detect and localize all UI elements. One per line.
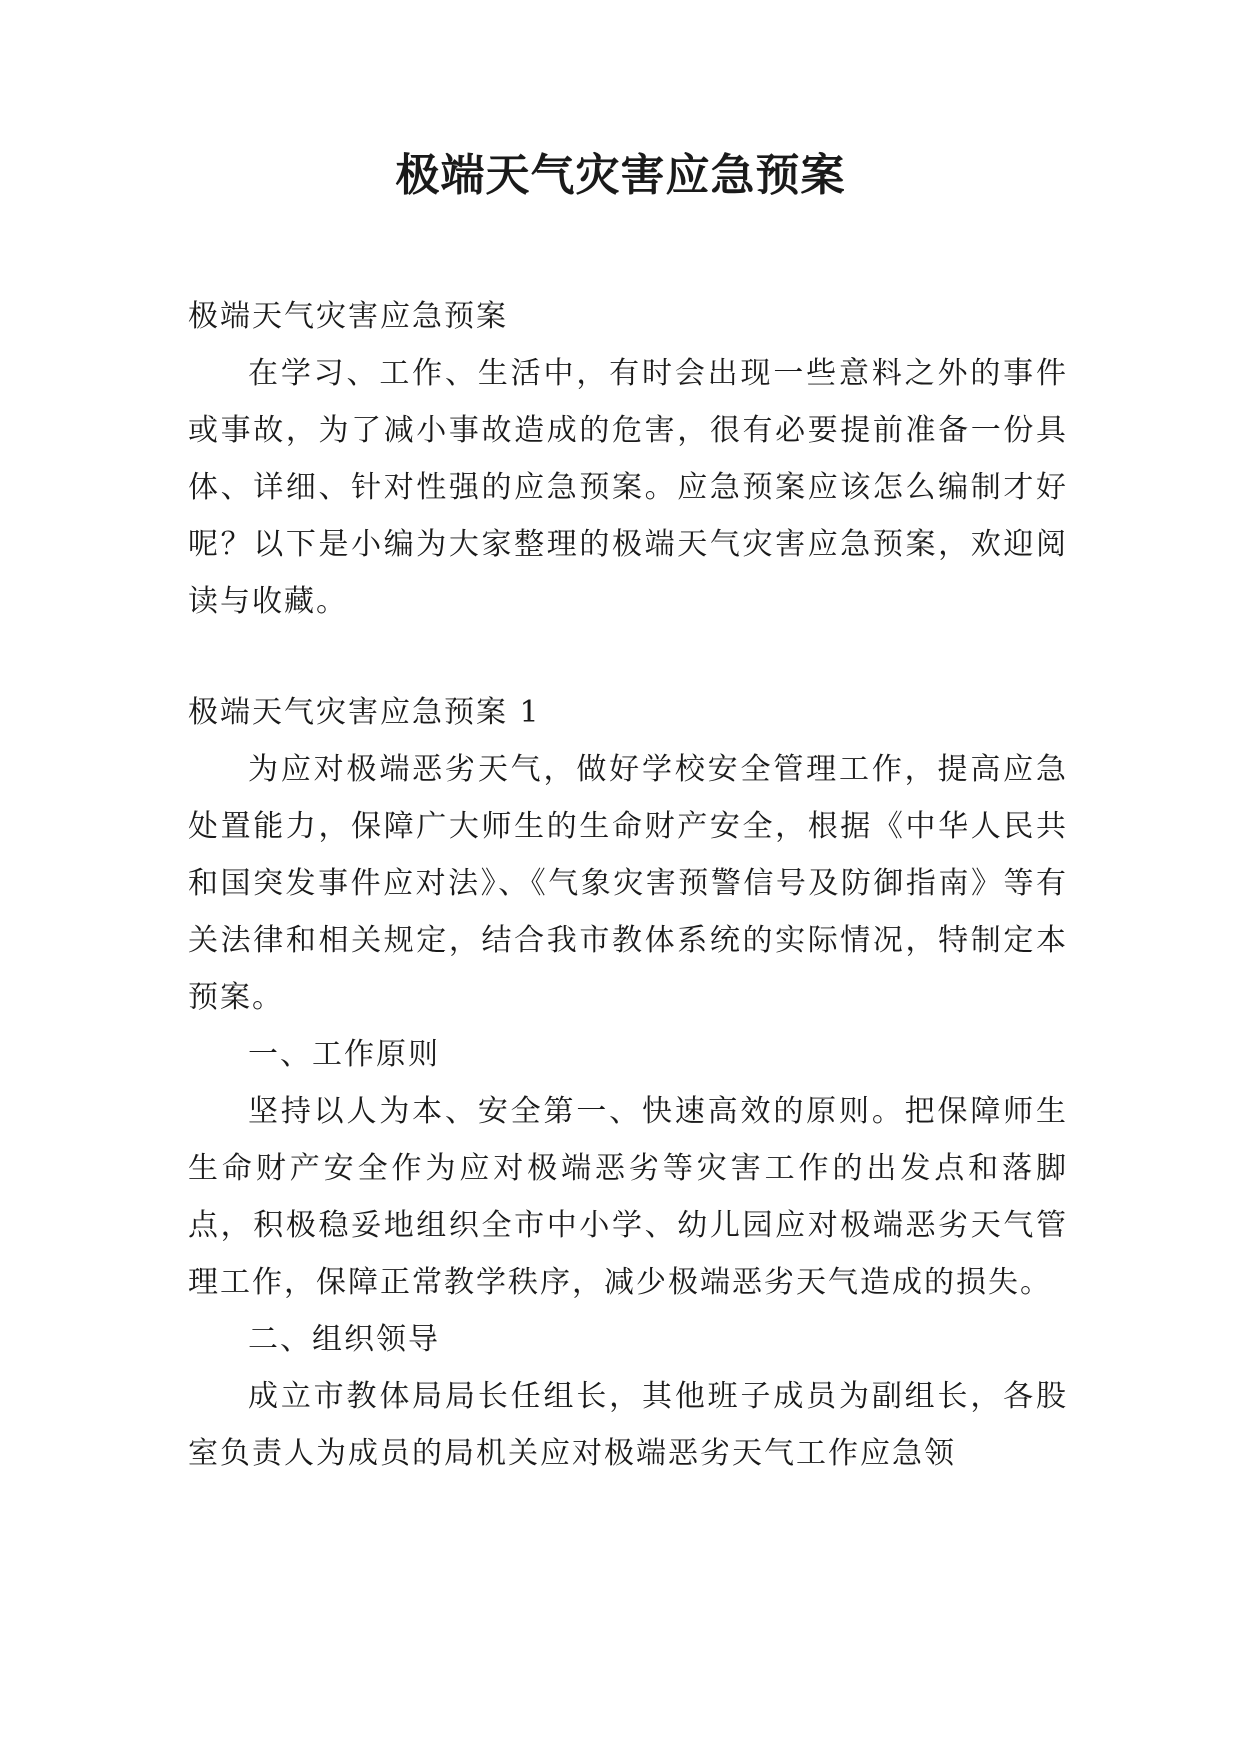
section-spacer <box>188 630 1068 684</box>
leadership-paragraph: 成立市教体局局长任组长，其他班子成员为副组长，各股室负责人为成员的局机关应对极端恶劣天气工作应急领 <box>188 1379 1068 1471</box>
leadership-heading: 二、组织领导 <box>248 1322 440 1357</box>
document-body <box>188 288 1068 1482</box>
section-title: 极端天气灾害应急预案 1 <box>188 695 541 730</box>
document-subtitle: 极端天气灾害应急预案 <box>188 299 508 334</box>
section-paragraph: 为应对极端恶劣天气，做好学校安全管理工作，提高应急处置能力，保障广大师生的生命财产安全，根据《中华人民共和国突发事件应对法》、《气象灾害预警信号及防御指南》等有关法律和相关规定，结合我市教体系统的实际情况，特制定本预案。 <box>188 752 1068 1015</box>
principles-paragraph: 坚持以人为本、安全第一、快速高效的原则。把保障师生生命财产安全作为应对极端恶劣等灾害工作的出发点和落脚点，积极稳妥地组织全市中小学、幼儿园应对极端恶劣天气管理工作，保障正常教学秩序，减少极端恶劣天气造成的损失。 <box>188 1094 1068 1300</box>
principles-heading: 一、工作原则 <box>248 1037 440 1072</box>
intro-paragraph: 在学习、工作、生活中，有时会出现一些意料之外的事件或事故，为了减小事故造成的危害，很有必要提前准备一份具体、详细、针对性强的应急预案。应急预案应该怎么编制才好呢？以下是小编为大家整理的极端天气灾害应急预案，欢迎阅读与收藏。 <box>188 356 1068 619</box>
document-title: 极端天气灾害应急预案 <box>395 150 846 201</box>
